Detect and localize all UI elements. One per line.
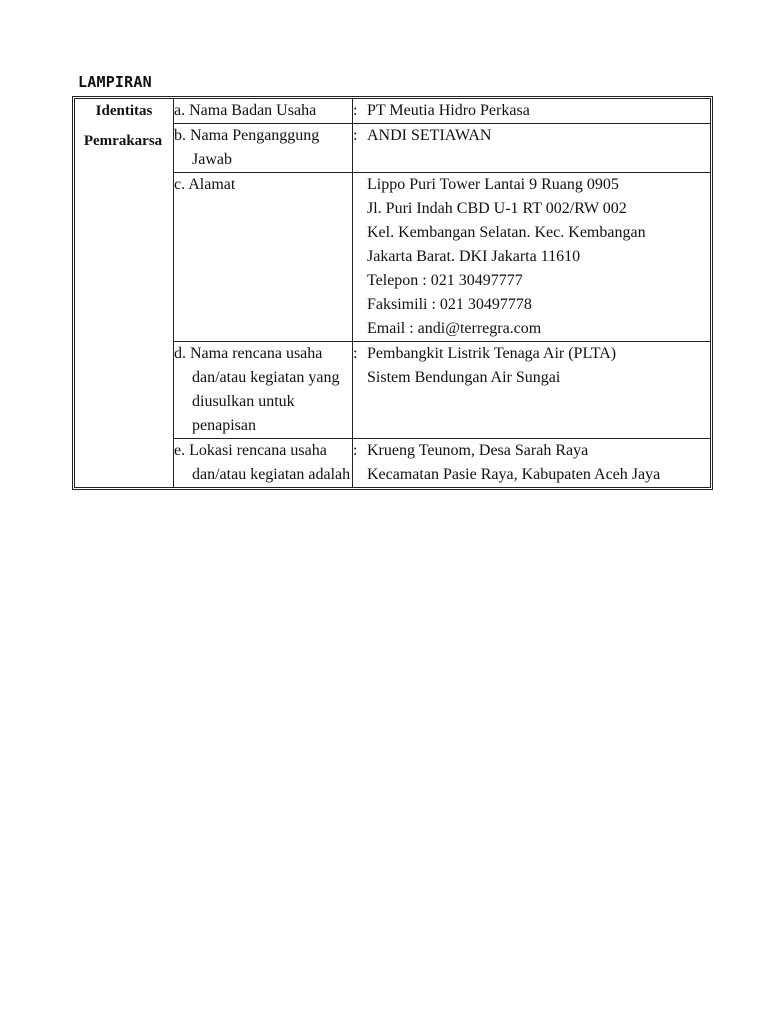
address-line: Lippo Puri Tower Lantai 9 Ruang 0905 bbox=[367, 176, 619, 193]
colon-separator: : bbox=[353, 127, 358, 144]
field-label: c. Alamat bbox=[174, 176, 236, 193]
field-label: a. Nama Badan Usaha bbox=[174, 102, 317, 119]
address-line: Jl. Puri Indah CBD U-1 RT 002/RW 002 bbox=[367, 200, 627, 217]
identity-label-line2: Pemrakarsa bbox=[83, 133, 163, 149]
field-value-line: Sistem Bendungan Air Sungai bbox=[367, 369, 561, 386]
page-heading: LAMPIRAN bbox=[78, 73, 152, 91]
field-value-line: Kecamatan Pasie Raya, Kabupaten Aceh Jaya bbox=[367, 466, 661, 483]
field-value-cell bbox=[353, 124, 710, 173]
address-line: Jakarta Barat. DKI Jakarta 11610 bbox=[367, 248, 581, 265]
field-value-cell bbox=[353, 99, 710, 124]
identity-table-wrapper bbox=[72, 96, 713, 490]
colon-separator: : bbox=[353, 345, 358, 362]
identity-table bbox=[72, 96, 713, 490]
field-label-cell bbox=[174, 342, 353, 439]
fax-line: Faksimili : 021 30497778 bbox=[367, 296, 532, 313]
colon-separator: : bbox=[353, 102, 358, 119]
field-value-cell bbox=[353, 173, 710, 342]
phone-line: Telepon : 021 30497777 bbox=[367, 272, 523, 289]
field-label: b. Nama Penganggung Jawab bbox=[174, 127, 320, 168]
field-label-cell bbox=[174, 99, 353, 124]
field-value-line: Pembangkit Listrik Tenaga Air (PLTA) bbox=[367, 345, 617, 362]
email-line: Email : andi@terregra.com bbox=[367, 320, 542, 337]
field-value-line: Krueng Teunom, Desa Sarah Raya bbox=[367, 442, 589, 459]
field-value-line: ANDI SETIAWAN bbox=[367, 127, 492, 144]
field-label-cell bbox=[174, 124, 353, 173]
field-label: d. Nama rencana usaha dan/atau kegiatan yang diusulkan untuk penapisan bbox=[174, 345, 340, 434]
address-line: Kel. Kembangan Selatan. Kec. Kembangan bbox=[367, 224, 646, 241]
field-label-cell bbox=[174, 173, 353, 342]
identity-label-line1: Identitas bbox=[95, 103, 153, 119]
field-value-cell bbox=[353, 342, 710, 439]
field-value-line: PT Meutia Hidro Perkasa bbox=[367, 102, 530, 119]
field-label: e. Lokasi rencana usaha dan/atau kegiatan adalah bbox=[174, 442, 351, 483]
field-label-cell bbox=[174, 439, 353, 487]
colon-separator: : bbox=[353, 442, 358, 459]
field-value-cell bbox=[353, 439, 710, 487]
identity-label-cell bbox=[75, 99, 174, 487]
table-row-a bbox=[75, 99, 710, 124]
